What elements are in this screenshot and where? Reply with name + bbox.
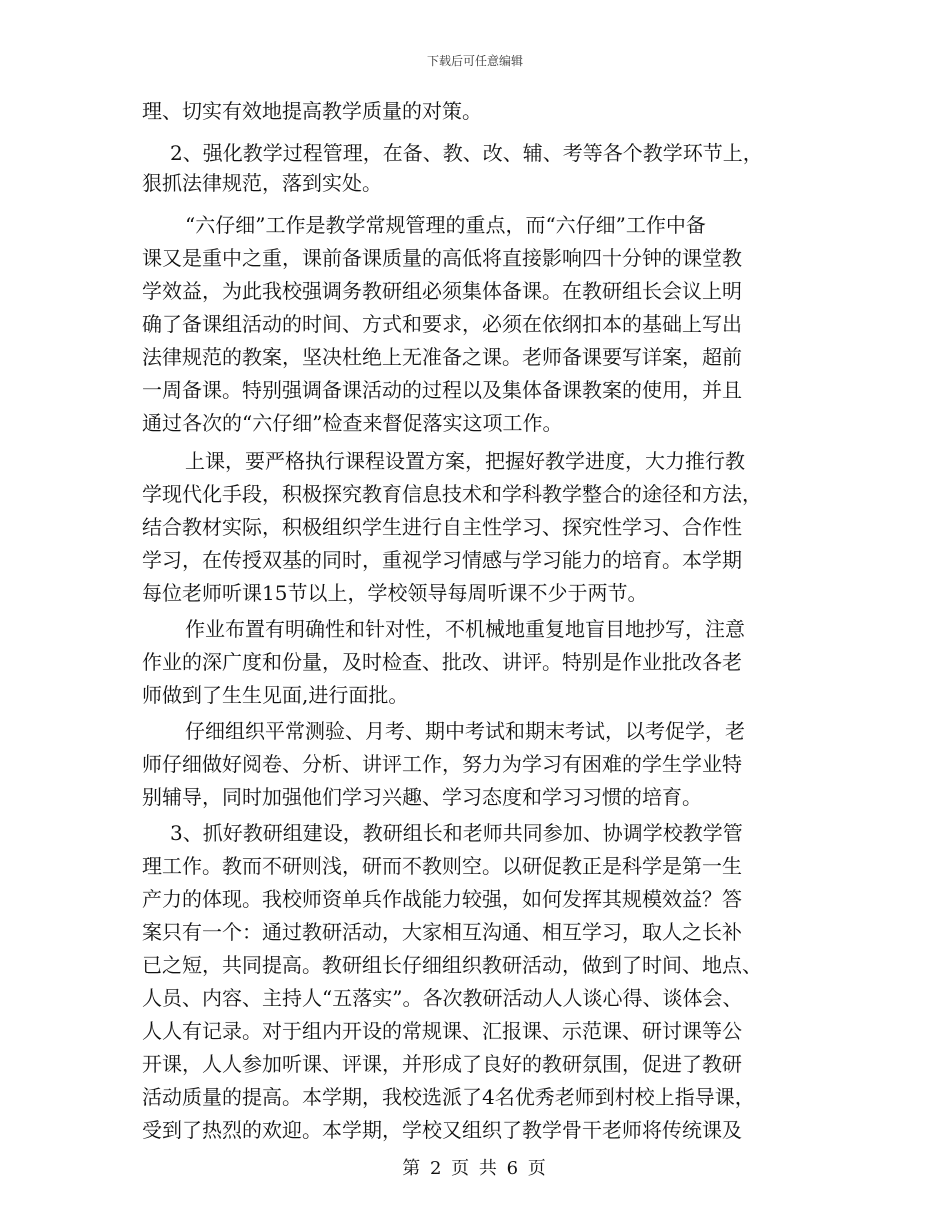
text-line: 学习，在传授双基的同时，重视学习情感与学习能力的培育。本学期 [142,548,742,572]
text-line: 狠抓法律规范，落到实处。 [142,171,382,195]
text-line: 理工作。教而不研则浅，研而不教则空。以研促教正是科学是第一生 [142,854,742,878]
text-line: 受到了热烈的欢迎。本学期，学校又组织了教学骨干老师将传统课及 [142,1118,742,1142]
text-line: 案只有一个：通过教研活动，大家相互沟通、相互学习，取人之长补 [142,920,742,944]
text-line: 理、切实有效地提高教学质量的对策。 [142,99,482,123]
text-line: 2、强化教学过程管理，在备、教、改、辅、考等各个教学环节上， [170,141,763,165]
text-line: 师仔细做好阅卷、分析、讲评工作，努力为学习有困难的学生学业特 [142,752,742,776]
text-line: 已之短，共同提高。教研组长仔细组织教研活动，做到了时间、地点、 [142,953,762,977]
text-line: 3、抓好教研组建设，教研组长和老师共同参加、协调学校教学管 [170,821,743,845]
text-line: 法律规范的教案，坚决杜绝上无准备之课。老师备课要写详案，超前 [142,345,742,369]
text-line: 人人有记录。对于组内开设的常规课、汇报课、示范课、研讨课等公 [142,1019,742,1043]
text-line: 人员、内容、主持人“五落实”。各次教研活动人人谈心得、谈体会、 [142,986,743,1010]
text-line: 学现代化手段，积极探究教育信息技术和学科教学整合的途径和方法， [142,482,762,506]
text-line: 上课，要严格执行课程设置方案，把握好教学进度，大力推行教 [185,449,745,473]
text-line: 产力的体现。我校师资单兵作战能力较强，如何发挥其规模效益？答 [142,887,742,911]
page-header: 下载后可任意编辑 [426,54,523,68]
text-line: 结合教材实际，积极组织学生进行自主性学习、探究性学习、合作性 [142,515,742,539]
text-line: 仔细组织平常测验、月考、期中考试和期末考试，以考促学，老 [185,719,745,743]
page-number: 第 2 页 共 6 页 [402,1158,548,1179]
text-line: 作业的深广度和份量，及时检查、批改、讲评。特别是作业批改各老 [142,650,742,674]
text-line: 通过各次的“六仔细”检查来督促落实这项工作。 [142,411,563,435]
text-line: 别辅导，同时加强他们学习兴趣、学习态度和学习习惯的培育。 [142,785,702,809]
text-line: 作业布置有明确性和针对性，不机械地重复地盲目地抄写，注意 [185,617,745,641]
text-line: 学效益，为此我校强调务教研组必须集体备课。在教研组长会议上明 [142,279,742,303]
text-line: 课又是重中之重，课前备课质量的高低将直接影响四十分钟的课堂教 [142,246,742,270]
text-line: 每位老师听课15节以上，学校领导每周听课不少于两节。 [142,581,648,605]
text-line: 一周备课。特别强调备课活动的过程以及集体备课教案的使用，并且 [142,378,742,402]
text-line: 开课，人人参加听课、评课，并形成了良好的教研氛围，促进了教研 [142,1052,742,1076]
text-line: 活动质量的提高。本学期，我校选派了4名优秀老师到村校上指导课， [142,1085,755,1109]
text-line: 确了备课组活动的时间、方式和要求，必须在依纲扣本的基础上写出 [142,312,742,336]
text-line: “六仔细”工作是教学常规管理的重点，而“六仔细”工作中备 [185,213,706,237]
text-line: 师做到了生生见面,进行面批。 [142,683,409,707]
